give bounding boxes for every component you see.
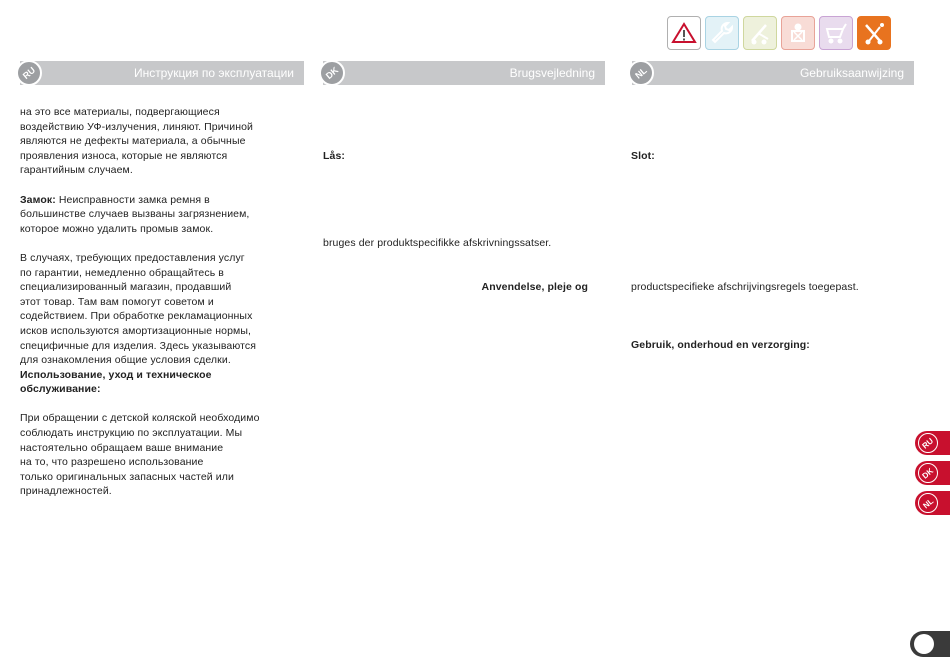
wrench-icon xyxy=(705,16,739,50)
ru-use-heading: Использование, уход и техническое обслуживание: xyxy=(20,368,212,396)
language-badge-dk: DK xyxy=(319,60,345,86)
ru-warranty-paragraph: В случаях, требующих предоставления услуг по гарантии, немедленно обращайтесь в специализированный магазин, продавший этот товар. Там вам помогут советом и содействием. При обработке рекламационных исков используются амортизационные нормы, специфичные для изделия. Здесь указываются для ознакомления общие условия сделки. xyxy=(20,251,257,367)
dk-column xyxy=(323,149,588,164)
header-bar-nl xyxy=(632,61,914,85)
nl-depreciation-sentence: productspecifieke afschrijvingsregels toegepast. xyxy=(631,281,859,293)
page-dot-icon xyxy=(914,634,934,654)
ru-paragraph-1: на это все материалы, подвергающиеся воздействию УФ-излучения, линяют. Причиной являются не дефекты материала, а обычные проявления износа, которые не являются гарантийным случаем. xyxy=(20,106,254,177)
stroller-active-icon xyxy=(857,16,891,50)
page-corner-tab xyxy=(910,631,950,657)
header-title-ru: Инструкция по эксплуатации xyxy=(133,66,294,80)
side-tab-nl[interactable]: NL xyxy=(915,491,950,515)
header-title-nl: Gebruiksaanwijzing xyxy=(799,66,904,80)
header-bar-dk xyxy=(323,61,605,85)
header-title-dk: Brugsvejledning xyxy=(509,66,595,80)
nl-use-block xyxy=(631,338,906,353)
dk-use-heading: Anvendelse, pleje og xyxy=(481,281,588,293)
child-seat-icon xyxy=(781,16,815,50)
section-icon-strip xyxy=(667,16,891,50)
warning-icon xyxy=(667,16,701,50)
nl-lock-label: Slot: xyxy=(631,150,655,162)
dk-sentence-block xyxy=(323,236,603,251)
ru-lock-label: Замок: xyxy=(20,193,56,206)
header-bar-ru xyxy=(20,61,304,85)
stroller-fold-icon xyxy=(743,16,777,50)
language-badge-ru: RU xyxy=(16,60,42,86)
ru-column xyxy=(20,105,305,499)
dk-lock-label: Lås: xyxy=(323,150,345,162)
ru-lock-paragraph: Замок: Неисправности замка ремня в большинстве случаев вызваны загрязнением, которое можно удалить промыв замок. xyxy=(20,193,250,235)
side-tab-dk[interactable]: DK xyxy=(915,461,950,485)
nl-sentence-block xyxy=(631,280,906,295)
dk-use-block xyxy=(323,280,588,295)
stroller-care-icon xyxy=(819,16,853,50)
dk-depreciation-sentence: bruges der produktspecifikke afskrivningssatser. xyxy=(323,237,552,249)
nl-use-heading: Gebruik, onderhoud en verzorging: xyxy=(631,339,810,351)
side-tab-ru[interactable]: RU xyxy=(915,431,950,455)
language-badge-nl: NL xyxy=(628,60,654,86)
ru-use-paragraph: При обращении с детской коляской необходимо соблюдать инструкцию по эксплуатации. Мы настоятельно обращаем ваше внимание на то, что разрешено использование только оригинальных запасных частей или принадлежностей. xyxy=(20,412,260,498)
nl-column xyxy=(631,149,906,164)
